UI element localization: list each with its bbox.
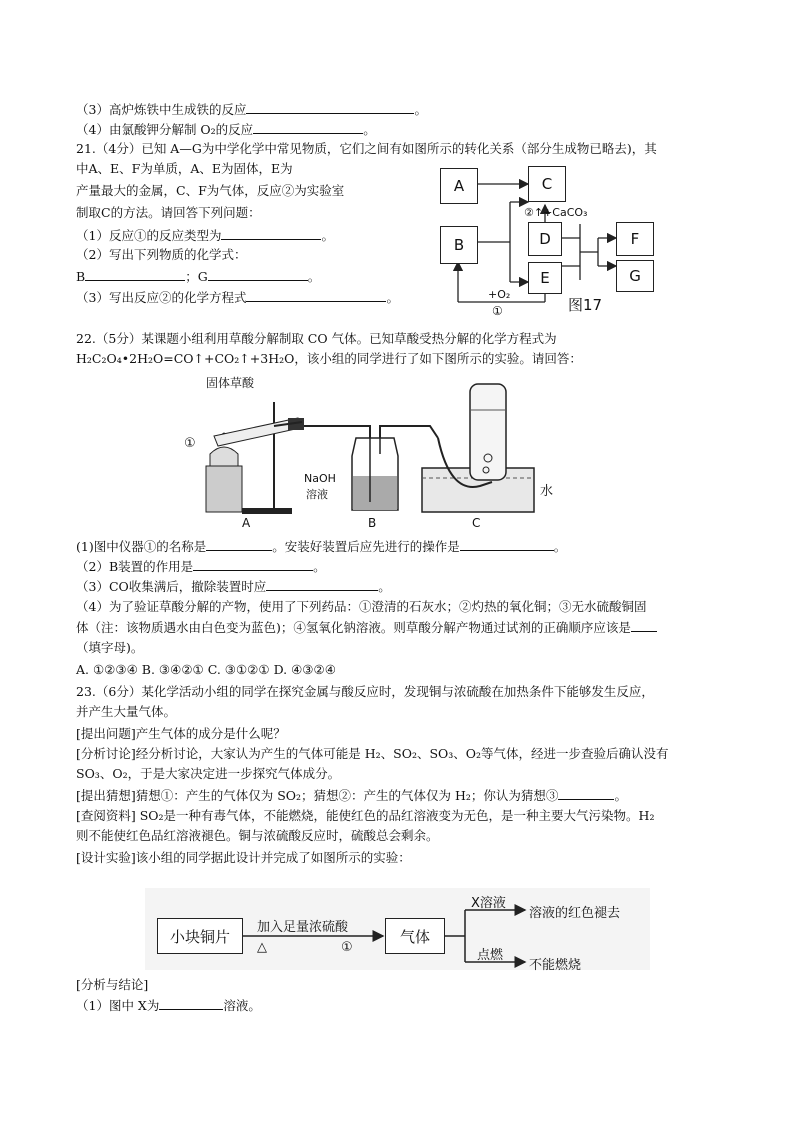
q22-line1: 22.（5分）某课题小组利用草酸分解制取 CO 气体。已知草酸受热分解的化学方程式为 [76, 331, 557, 346]
q23-line5: SO₃、O₂，于是大家决定进一步探究气体成分。 [76, 766, 341, 781]
q20-line3: （3）高炉炼铁中生成铁的反应 。 [76, 102, 427, 117]
label-heat: △ [257, 940, 267, 955]
label-apparatus-b: B [368, 516, 377, 530]
q21-line1: 21.（4分）已知 A—G为中学化学中常见物质，它们之间有如图所示的转化关系（部分生成物已略去)，其 [76, 141, 657, 156]
q21-line4: 制取C的方法。请回答下列问题： [76, 205, 261, 220]
q23-line3: [提出问题]产生气体的成分是什么呢？ [76, 726, 286, 741]
label-step-1: ① [341, 940, 353, 955]
node-d: D [528, 222, 562, 256]
label-solid-oxalic-acid: 固体草酸 [206, 376, 255, 390]
answer-blank[interactable] [206, 538, 272, 551]
node-e: E [528, 262, 562, 294]
answer-blank[interactable] [246, 289, 386, 302]
q22-q4-line2: 体（注：该物质遇水由白色变为蓝色)；④氢氧化钠溶液。则草酸分解产物通过试剂的正确顺序应该是 [76, 619, 657, 636]
answer-blank[interactable] [460, 538, 554, 551]
label-apparatus-c: C [472, 516, 481, 530]
q21-line3: 产量最大的金属，C、F为气体，反应②为实验室 [76, 183, 345, 198]
q23-line7: [查阅资料] SO₂是一种有毒气体，不能燃烧，能使红色的品红溶液变为无色，是一种主要大气污染物。H₂ [76, 808, 655, 823]
box-gas: 气体 [385, 918, 445, 954]
q23-line2: 并产生大量气体。 [76, 704, 177, 719]
answer-blank[interactable] [159, 997, 223, 1010]
q22-q3: （3）CO收集满后，撤除装置时应 。 [76, 579, 391, 594]
q22-apparatus-figure [180, 374, 560, 532]
q22-q4-line1: （4）为了验证草酸分解的产物，使用了下列药品：①澄清的石灰水；②灼热的氧化铜；③无水硫酸铜固 [76, 599, 647, 614]
q23-line11: （1）图中 X为 溶液。 [76, 998, 261, 1013]
label-add-conc-h2so4: 加入足量浓硫酸 [257, 920, 349, 935]
q23-line1: 23.（6分）某化学活动小组的同学在探究金属与酸反应时，发现铜与浓硫酸在加热条件下能够发生反应， [76, 684, 654, 699]
label-caco3: ②↑+CaCO₃ [524, 206, 588, 219]
label-ignite: 点燃 [477, 948, 504, 963]
q23-line4: [分析讨论]经分析讨论，大家认为产生的气体可能是 H₂、SO₂、SO₃、O₂等气体，经进一步查验后确认没有 [76, 746, 669, 761]
figure-caption: 图17 [568, 296, 603, 314]
q22-q1: (1)图中仪器①的名称是 。安装好装置后应先进行的操作是 。 [76, 539, 567, 554]
label-naoh: NaOH [304, 472, 336, 485]
answer-blank[interactable] [193, 558, 313, 571]
q22-equation: H₂C₂O₄•2H₂O=CO↑+CO₂↑+3H₂O，该小组的同学进行了如下图所示的实验。请回答： [76, 351, 582, 366]
answer-blank[interactable] [246, 101, 414, 114]
q21-transformation-diagram [430, 162, 670, 322]
node-c: C [528, 166, 566, 202]
q23-line6: [提出猜想]猜想①：产生的气体仅为 SO₂；猜想②：产生的气体仅为 H₂；你认为猜想③ 。 [76, 788, 627, 803]
q23-line8: 则不能使红色品红溶液褪色。铜与浓硫酸反应时，硫酸总会剩余。 [76, 828, 439, 843]
label-water: 水 [540, 484, 554, 499]
answer-blank[interactable] [631, 619, 657, 632]
node-b: B [440, 226, 478, 264]
label-instrument-1: ① [184, 436, 196, 451]
node-f: F [616, 222, 654, 256]
label-o2: +O₂ [488, 288, 511, 301]
box-copper-piece: 小块铜片 [157, 918, 243, 954]
answer-blank[interactable] [266, 578, 378, 591]
q22-q4-line3: （填字母)。 [76, 640, 144, 655]
q21-q3: （3）写出反应②的化学方程式 。 [76, 290, 399, 305]
label-x-solution: X溶液 [471, 896, 506, 911]
q21-q2-answers: B ；G 。 [76, 269, 321, 284]
label-solution: 溶液 [306, 488, 328, 501]
answer-blank[interactable] [208, 268, 308, 281]
q21-q1: （1）反应①的反应类型为 。 [76, 228, 334, 243]
answer-blank[interactable] [253, 121, 363, 134]
q23-line10: [分析与结论] [76, 977, 149, 992]
q21-line2: 中A、E、F为单质，A、E为固体，E为 [76, 161, 293, 176]
apparatus-drawing [180, 374, 560, 532]
node-g: G [616, 260, 654, 292]
node-a: A [440, 168, 478, 204]
q23-experiment-flow [145, 888, 650, 973]
q20-line4: （4）由氯酸钾分解制 O₂的反应 。 [76, 122, 376, 137]
q21-q2: （2）写出下列物质的化学式： [76, 247, 247, 262]
q22-options: A. ①②③④ B. ③④②① C. ③①②① D. ④③②④ [76, 662, 336, 677]
result-not-burn: 不能燃烧 [529, 958, 582, 973]
label-reaction1: ① [492, 304, 503, 318]
q23-line9: [设计实验]该小组的同学据此设计并完成了如图所示的实验： [76, 850, 411, 865]
answer-blank[interactable] [85, 268, 185, 281]
result-red-fades: 溶液的红色褪去 [529, 906, 621, 921]
answer-blank[interactable] [558, 787, 614, 800]
label-apparatus-a: A [242, 516, 251, 530]
q22-q2: （2）B装置的作用是 。 [76, 559, 326, 574]
answer-blank[interactable] [221, 227, 321, 240]
